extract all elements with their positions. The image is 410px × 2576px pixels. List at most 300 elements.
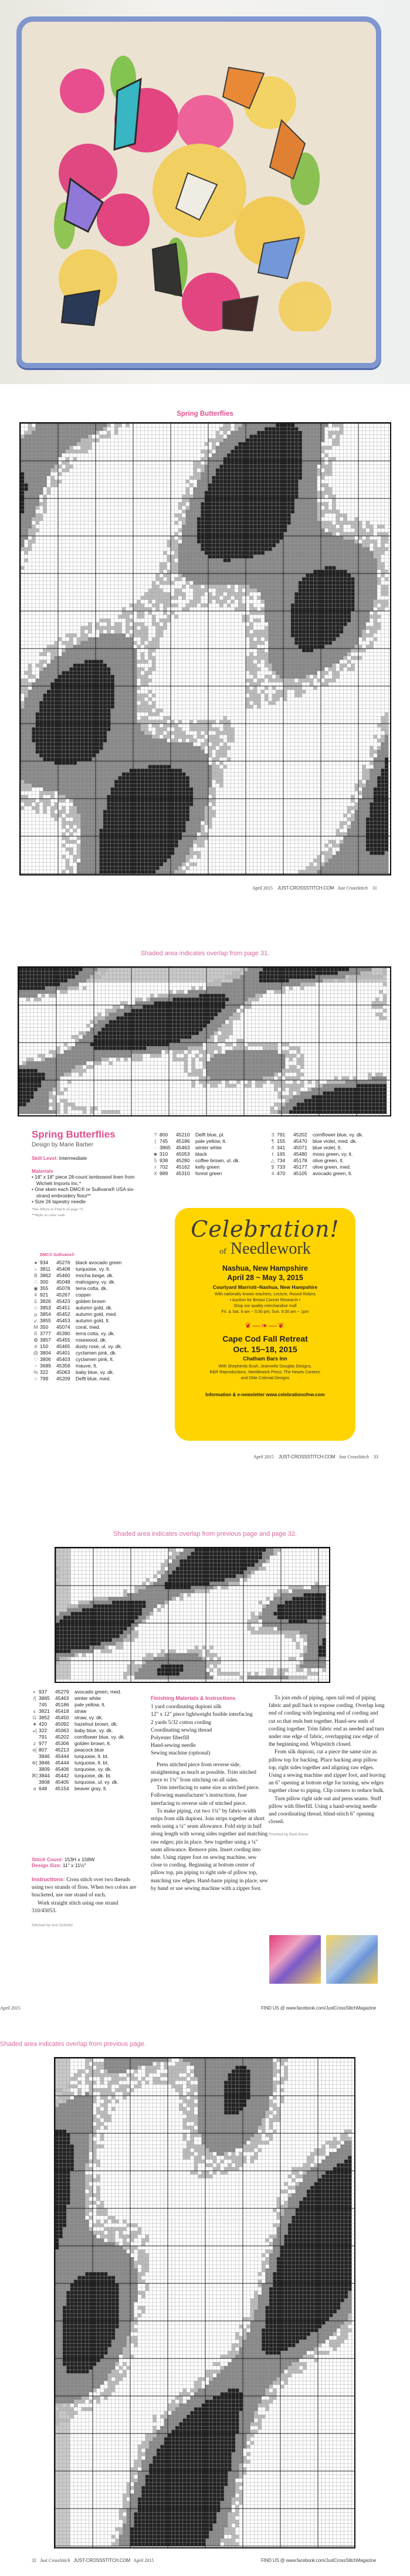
sullivans-number: 45450 [55, 1715, 69, 1720]
color-name: terra cotta, dk. [76, 1285, 108, 1291]
symbol-icon: ¶ [271, 1138, 275, 1144]
sullivans-number: 45444 [55, 1760, 69, 1766]
key-row [32, 1376, 143, 1382]
sullivans-number: 45460 [56, 1272, 70, 1278]
finishing-paragraph: To make piping, cut two 1¾" by fabric-width strips from silk dupioni. Join strips together at short ends using a ¼" seam allowance. Fold strip in half along length with wrong sides together and matching raw edges; pin in place. Sew together using a ¼" seam allowance. Remove pins. Insert cording into tube. Using zipper foot on sewing machine, sew close to cording. Beginning at bottom center of pillow top, pin piping to right side of pillow top, matching raw edges. Hand-baste piping in place; sew by hand or use sewing machine with a zipper foot. [151, 1808, 268, 1892]
detail-photo-1 [269, 1935, 321, 1984]
folio-page-34-left [0, 2005, 21, 2011]
color-name: mocha beige, dk. [76, 1272, 114, 1278]
color-name: baby blue, vy. dk. [74, 1727, 113, 1733]
key-row [151, 1151, 251, 1158]
symbol-icon: ● [34, 1260, 38, 1265]
sullivans-number: 45279 [55, 1689, 69, 1695]
key-row [31, 1695, 141, 1702]
stitch-info [32, 1857, 140, 1927]
symbol-icon: @ [33, 1350, 39, 1356]
material-text: 18" x 18" piece 28-count lambswool linen from Wichelt Imports Inc.* [35, 1174, 135, 1186]
color-name: cyclamen pink, lt. [76, 1356, 114, 1362]
ad-with: With Shepherds Bush, Jeannette Douglas Designs, [218, 1365, 312, 1369]
sullivans-number: 45202 [293, 1132, 307, 1138]
symbol-icon [31, 1753, 39, 1760]
color-name: forest green [195, 1170, 222, 1176]
sullivans-number: 45063 [56, 1369, 70, 1375]
color-name: winter white [195, 1145, 222, 1150]
symbol-icon: a [33, 1786, 36, 1791]
symbol-icon: ♡ [33, 1356, 38, 1362]
chart-grid [21, 423, 390, 874]
dmc-number: 938 [160, 1158, 168, 1163]
key-row [32, 1285, 143, 1292]
sullivans-number: 45063 [55, 1727, 69, 1733]
symbol-icon: B [34, 1272, 38, 1278]
key-row [31, 1708, 141, 1715]
key-row [31, 1715, 141, 1721]
folio-page-34-right [261, 2005, 376, 2011]
sullivans-number: 45078 [56, 1285, 70, 1291]
ad-desc: With nationally known teachers, Lecture, Round Robins [215, 1292, 316, 1297]
symbol-icon: # [34, 1343, 38, 1349]
key-row [151, 1158, 251, 1164]
color-key-col-2 [151, 1132, 251, 1177]
color-name: peacock blue [74, 1747, 104, 1753]
chart-grid [19, 968, 390, 1115]
key-row [151, 1170, 251, 1177]
ad-needlework: Needlework [230, 1240, 311, 1258]
materials-list [32, 1174, 143, 1205]
ad-with: and Olde Colonial Designs [240, 1376, 290, 1380]
sullivans-number: 45470 [293, 1138, 307, 1144]
sullivans-number: 45074 [56, 1324, 70, 1330]
sullivans-number: 45463 [55, 1695, 69, 1701]
sullivans-number: 45310 [176, 1170, 190, 1176]
symbol-icon: ○ [34, 1376, 38, 1382]
instructions-text: Cross stitch over two threads using two strands of floss. When two colors are bracketed, use one strand of each. [32, 1877, 137, 1899]
symbol-icon: ◐ [33, 1689, 36, 1695]
key-row [31, 1760, 141, 1766]
ad-desc: Fri. & Sat. 9 am ~ 5:30 pm; Sun. 9:30 am ~ 1pm [221, 1310, 309, 1314]
color-name: blue violet, lt. [313, 1145, 342, 1150]
symbol-icon [31, 1766, 39, 1773]
dmc-number: 3826 [40, 1298, 51, 1304]
dmc-number: 3844 [39, 1773, 50, 1779]
color-key-col-1 [32, 1252, 143, 1382]
dmc-number: 3853 [40, 1305, 51, 1311]
color-name: turquoise, vy. lt. [76, 1266, 110, 1272]
folio-page-32-right [261, 2558, 376, 2563]
dmc-number: 791 [39, 1734, 48, 1740]
dmc-number: 350 [40, 1324, 49, 1330]
dmc-number: 702 [160, 1164, 168, 1170]
symbol-icon: ß [34, 1331, 38, 1336]
symbol-icon: e[ [32, 1747, 37, 1753]
key-row [151, 1145, 251, 1151]
dmc-number: 300 [40, 1279, 49, 1285]
symbol-icon: · [154, 1145, 157, 1150]
symbol-icon: ~ [34, 1363, 38, 1369]
key-row [31, 1727, 141, 1734]
dmc-number: 3862 [40, 1272, 51, 1278]
materials-label: Materials [32, 1168, 53, 1174]
color-name: moss green, vy. lt. [313, 1151, 353, 1157]
sullivans-number: 45405 [55, 1779, 69, 1785]
stitched-by: Stitched by Ann Schmitz [32, 1923, 73, 1928]
ad-venue: Courtyard Marriott–Nashua, New Hampshire [212, 1284, 318, 1290]
dmc-number: 310 [160, 1151, 168, 1157]
color-name: turquoise, ul. vy. dk. [74, 1779, 118, 1785]
sullivans-number: 45406 [55, 1766, 69, 1772]
sullivans-number: 45105 [293, 1170, 307, 1176]
facebook-link[interactable]: FIND US @ www.facebook.com/JustCrossStitchMagazine [261, 2005, 376, 2011]
stitch-count-value: 153H x 158W [64, 1857, 95, 1862]
key-row [31, 1779, 141, 1786]
color-name: copper [76, 1292, 91, 1298]
symbol-icon: δ [271, 1145, 275, 1150]
ad-retreat: Cape Cod Fall Retreat [222, 1334, 308, 1343]
symbol-icon: 5 [154, 1158, 157, 1163]
dmc-number: 470 [277, 1170, 286, 1176]
ad-of-needlework [175, 1240, 355, 1258]
color-name: straw, vy. dk. [74, 1715, 103, 1720]
dmc-number: 807 [39, 1747, 48, 1753]
dmc-number: 3811 [40, 1266, 51, 1272]
overlap-caption-page-33: Shaded area indicates overlap from page 31. [140, 950, 270, 957]
sullivans-number: 45186 [55, 1702, 69, 1708]
finishing-paragraph: Press stitched piece from reverse side, straightening as much as possible. Trim stitched piece to 1¾" from stitching on all sides. [151, 1762, 256, 1784]
key-row [32, 1324, 143, 1331]
dmc-number: 977 [39, 1740, 48, 1746]
sullivans-number: 45401 [56, 1350, 70, 1356]
dmc-number: 799 [40, 1376, 49, 1382]
color-name: autumn gold, lt. [76, 1318, 110, 1323]
sullivans-number: 45418 [55, 1708, 69, 1714]
key-row [32, 1260, 143, 1266]
key-row [32, 1350, 143, 1356]
finishing-material-item: 1 yard coordinating dupioni silk [151, 1704, 222, 1710]
color-key-page-34 [31, 1689, 141, 1792]
dmc-number: 3689 [40, 1363, 51, 1369]
color-name: baby blue, vy. dk. [76, 1369, 114, 1375]
finishing-material-item: Sewing machine (optional) [151, 1750, 211, 1757]
symbol-icon: r [154, 1164, 157, 1170]
celebration-needlework-ad[interactable] [175, 1208, 355, 1441]
key-header: DMC® Sullivans® [40, 1253, 74, 1257]
color-name: black avocado green [76, 1260, 122, 1265]
footnote-1: *See Where to Find It on page 72. [32, 1207, 84, 1211]
dmc-number: 3806 [40, 1356, 51, 1362]
key-row [31, 1786, 141, 1792]
key-row [32, 1292, 143, 1298]
overlap-caption-page-34: Shaded area indicates overlap from previous page and page 32. [113, 1530, 297, 1538]
color-name: turquoise, vy. dk. [74, 1766, 112, 1772]
key-row [269, 1145, 374, 1151]
finishing-materials-list [151, 1703, 268, 1757]
key-row [32, 1343, 143, 1350]
color-name: blue violet, med. dk. [313, 1138, 357, 1144]
finishing-paragraph: Turn pillow right side out and press seams. Stuff pillow with fiberfill. Using a hand-sewing needle and coordinating thread, blind-stitch 6" opening closed. [269, 1796, 382, 1825]
design-size-value: 11" x 11½" [62, 1862, 86, 1868]
color-name: golden brown [76, 1298, 106, 1304]
dmc-number: 420 [39, 1721, 48, 1727]
sullivans-number: 45267 [56, 1292, 70, 1298]
finishing-material-item: Polyester fiberfill [151, 1735, 189, 1742]
footnote-2: **Refer to color code. [32, 1213, 66, 1217]
instructions-label: Instructions: [32, 1876, 65, 1882]
color-name: turquoise, dk. bt. [74, 1773, 111, 1779]
color-name: turquoise, lt. bt. [74, 1753, 109, 1759]
symbol-icon: ( [154, 1138, 157, 1144]
key-row [32, 1272, 143, 1279]
sullivans-number: 45276 [56, 1260, 70, 1265]
sullivans-number: 45463 [176, 1145, 190, 1150]
color-name: avocado green, med. [74, 1689, 121, 1695]
design-size [32, 1862, 140, 1868]
sullivans-number: 45213 [55, 1747, 69, 1753]
symbol-icon: z [33, 1740, 36, 1746]
key-row [269, 1138, 374, 1145]
key-row [151, 1164, 251, 1170]
folio-page-number: 31 [372, 885, 377, 891]
sullivans-number: 45480 [293, 1151, 307, 1157]
symbol-icon [31, 1702, 39, 1708]
sullivans-number: 45358 [56, 1363, 70, 1369]
symbol-icon: ¢ [34, 1292, 38, 1298]
ad-city: Nashua, New Hampshire [222, 1264, 308, 1272]
sullivans-number: 45053 [176, 1151, 190, 1157]
color-name: olive green, lt. [313, 1158, 344, 1163]
dmc-number: 791 [277, 1132, 286, 1138]
dmc-number: 355 [40, 1285, 49, 1291]
dmc-number: 165 [277, 1151, 286, 1157]
material-text: Size 26 tapestry needle [35, 1199, 86, 1204]
symbol-icon: ✿ [33, 1337, 38, 1343]
color-name: pale yellow, lt. [195, 1138, 226, 1144]
sullivans-number: 45408 [56, 1266, 70, 1272]
ad-desc: Shop our quality merchandise mall [233, 1304, 297, 1308]
designer: Design by Marie Barber [32, 1142, 94, 1148]
folio-page-33 [253, 1454, 378, 1460]
symbol-icon: µ [34, 1311, 38, 1317]
material-item: • 18" x 18" piece 28-count lambswool linen from Wichelt Imports Inc.* [32, 1174, 135, 1186]
caption-text: Shaded area indicates overlap from previous page. [0, 2041, 146, 2048]
symbol-icon: ◉ [33, 1285, 38, 1291]
overlap-caption-page-32 [0, 2041, 410, 2048]
key-row [31, 1734, 141, 1740]
color-name: cyclamen pink, dk. [76, 1350, 117, 1356]
sullivans-number: 45162 [176, 1164, 190, 1170]
folio-date: April 2015 [252, 885, 273, 891]
chart-grid [55, 2058, 354, 2547]
key-row [31, 1753, 141, 1760]
sullivans-number: 45092 [55, 1721, 69, 1727]
key-row [31, 1747, 141, 1753]
folio-date: April 2015 [0, 2005, 21, 2011]
key-row [32, 1337, 143, 1343]
color-name: olive green, med. [313, 1164, 351, 1170]
sullivans-number: 45444 [55, 1753, 69, 1759]
symbol-icon [31, 1779, 39, 1786]
finishing-column-2 [269, 1695, 386, 1839]
symbol-icon: G [32, 1715, 37, 1720]
folio-site: JUST-CROSSSTITCH.COM [277, 885, 334, 891]
color-name: mahogany, vy. dk. [76, 1279, 116, 1285]
color-name: coffee brown, ul. dk. [195, 1158, 240, 1163]
sullivans-number: 45186 [176, 1138, 190, 1144]
color-name: cornflower blue, vy. dk. [74, 1734, 126, 1740]
symbol-icon: ♭ [34, 1266, 37, 1272]
dmc-number: 3865 [160, 1145, 171, 1150]
color-name: black [195, 1151, 207, 1157]
skill-label: Skill Level: [32, 1155, 58, 1161]
instructions-text: Work straight stitch using one strand 310/45053. [32, 1900, 118, 1914]
color-name: golden brown, lt. [74, 1740, 111, 1746]
symbol-icon: ☆ [33, 1305, 38, 1311]
color-name: avocado green, lt. [313, 1170, 353, 1176]
dmc-number: 3821 [39, 1708, 50, 1714]
symbol-icon: △ [270, 1158, 275, 1163]
key-row [31, 1766, 141, 1773]
key-row [32, 1298, 143, 1305]
color-name: Delft blue, pl. [195, 1132, 225, 1138]
dmc-number: 921 [40, 1292, 49, 1298]
detail-photo-2 [326, 1935, 378, 1984]
finishing-label: Finishing Materials & Instructions [151, 1695, 236, 1701]
folio-site: JUST-CROSSSTITCH.COM [73, 2558, 130, 2563]
color-name: kelly green [195, 1164, 220, 1170]
sullivans-number: 45452 [56, 1311, 70, 1317]
material-item: • One skein each DMC® or Sullivans® USA six-strand embroidery floss** [32, 1186, 135, 1199]
sullivans-number: 45451 [56, 1305, 70, 1311]
ornament-divider-icon: ❦―❧―❦ [245, 1321, 286, 1330]
color-key-col-3 [269, 1132, 374, 1177]
symbol-icon: ↙ [33, 1318, 38, 1323]
symbol-icon: % [33, 1369, 38, 1375]
color-name: Deflt blue, med. [76, 1376, 111, 1382]
pillow-photo [0, 0, 410, 384]
key-row [32, 1279, 143, 1285]
dmc-number: 3777 [40, 1331, 51, 1336]
finishing-material-item: Coordinating sewing thread [151, 1727, 212, 1733]
finished-by: Finished by Barb Kiene [269, 1832, 309, 1837]
sullivans-number: 45048 [56, 1279, 70, 1285]
color-name: straw [74, 1708, 87, 1714]
dmc-number: 3846 [39, 1753, 50, 1759]
design-size-label: Design Size: [32, 1862, 62, 1868]
folio-date: April 2015 [133, 2558, 154, 2563]
key-row [32, 1331, 143, 1337]
pattern-header [32, 1129, 143, 1217]
dmc-number: 3865 [39, 1695, 50, 1701]
ad-celebration-logo: Celebration! [191, 1216, 340, 1242]
key-row [31, 1773, 141, 1779]
symbol-icon: 4 [271, 1170, 275, 1176]
key-row [269, 1164, 374, 1170]
dmc-number: 3808 [39, 1779, 50, 1785]
sullivans-number: 45210 [176, 1132, 190, 1138]
dmc-number: 3846 [39, 1760, 50, 1766]
key-row [32, 1266, 143, 1272]
dmc-number: 745 [39, 1702, 48, 1708]
finishing-paragraph: To join ends of piping, open tail end of piping fabric and pull back to expose cording. Overlap long end of cording with beginning end of cording and cut so that ends butt together. Hand-sew ends of cording together. Trim fabric end as needed and turn under one edge of fabric, overlapping raw edge of the beginning end. Whipstitch closed. [269, 1695, 385, 1748]
ad-desc: • Auction for Breast Cancer Research • [229, 1298, 301, 1302]
symbol-icon [31, 1734, 39, 1740]
cross-stitch-artwork [47, 56, 343, 331]
finishing-material-item: Hand-sewing needle [151, 1743, 196, 1749]
sullivans-number: 45423 [56, 1298, 70, 1304]
symbol-icon: $ [271, 1164, 275, 1170]
key-row [32, 1369, 143, 1376]
ad-with: R&R Reproductions, Needlework Press, The Hearts Content, [209, 1370, 321, 1374]
symbol-icon: ℓ [272, 1151, 274, 1157]
key-row [31, 1702, 141, 1708]
symbol-icon: /[ [33, 1695, 36, 1701]
symbol-icon: £ [34, 1298, 38, 1304]
symbol-icon: ★ [32, 1721, 37, 1727]
ad-of: of [219, 1247, 226, 1256]
instructions [32, 1875, 140, 1915]
color-name: cornflower blue, vy. dk. [313, 1132, 364, 1138]
dmc-number: 934 [40, 1260, 49, 1265]
key-row [32, 1363, 143, 1369]
folio-page-32 [32, 2558, 154, 2563]
dmc-number: 989 [160, 1170, 168, 1176]
sullivans-number: 45178 [293, 1158, 307, 1163]
dmc-number: 3804 [40, 1350, 51, 1356]
facebook-link[interactable]: FIND US @ www.facebook.com/JustCrossStitchMagazine [261, 2558, 376, 2563]
folio-site: JUST-CROSSSTITCH.COM [278, 1454, 336, 1460]
color-name: coral, med. [76, 1324, 101, 1330]
finishing-paragraph: From silk dupioni, cut a piece the same size as pillow top for backing. Place backing atop pillow top, right sides together and aligning raw edges. Using a sewing machine and zipper foot, and leaving an 6" opening at bottom edge for turning, sew edges together close to piping. Clip corners to reduce bulk. [269, 1749, 386, 1794]
page1-title-text: Spring Butterflies [177, 410, 233, 418]
color-name: autumn gold, dk. [76, 1305, 113, 1311]
symbol-icon: ∷ [34, 1279, 38, 1285]
folio-mag: Just CrossStitch [337, 885, 368, 891]
dmc-number: 734 [277, 1158, 286, 1163]
folio-date: April 2015 [253, 1454, 274, 1460]
color-name: rosewood, dk. [76, 1337, 107, 1343]
finishing-paragraph: Trim interfacing to same size as stitched piece. Following manufacturer’s instructions, fuse interfacing to reverse side of stitched piece. [151, 1785, 260, 1807]
pattern-title: Spring Butterflies [32, 1129, 116, 1140]
sullivans-number: 45465 [56, 1343, 70, 1349]
folio-page-number: 33 [373, 1454, 378, 1460]
key-row [269, 1132, 374, 1138]
ad-info-link[interactable]: Information & e-newsletter www.celebrationofnw.com [205, 1392, 325, 1397]
key-row [269, 1170, 374, 1177]
chart-page-34 [55, 1547, 330, 1683]
color-name: winter white [74, 1695, 101, 1701]
dmc-number: 322 [39, 1727, 48, 1733]
folio-page-number: 32 [32, 2558, 36, 2563]
symbol-icon: X [154, 1170, 157, 1176]
sullivans-number: 45280 [176, 1158, 190, 1163]
finishing-material-item: 2 yards 5/32 cotton cording [151, 1719, 212, 1726]
skill-value: Intermediate [59, 1155, 87, 1161]
sullivans-number: 45442 [55, 1773, 69, 1779]
key-row [32, 1356, 143, 1363]
ad-dates: April 28 ~ May 3, 2015 [227, 1274, 303, 1282]
sullivans-number: 45455 [56, 1337, 70, 1343]
sullivans-number: 45202 [55, 1734, 69, 1740]
finishing-material-item: 12" x 12" piece lightweight fusible interfacing [151, 1712, 253, 1718]
key-row [31, 1740, 141, 1747]
folio-mag: Just CrossStitch [40, 2558, 70, 2563]
sullivans-number: 45209 [56, 1376, 70, 1382]
symbol-icon: ◒[ [32, 1727, 37, 1733]
symbol-icon: ■ [154, 1151, 157, 1157]
dmc-number: 3855 [40, 1318, 51, 1323]
dmc-number: 648 [39, 1786, 48, 1791]
key-row [32, 1318, 143, 1324]
dmc-number: 322 [40, 1369, 49, 1375]
